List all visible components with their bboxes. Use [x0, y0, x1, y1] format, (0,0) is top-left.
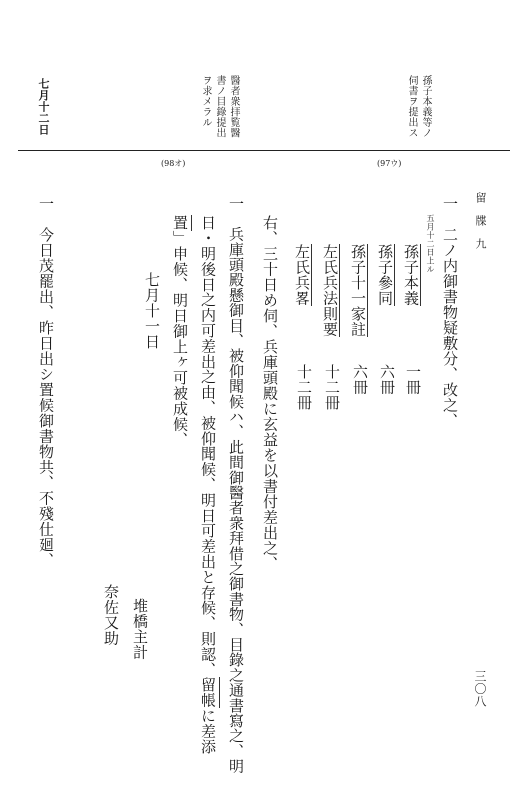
body-line-b-text: 日・明後日之内可差出之由、被仰聞候、明日可差出と存候、則認、 [199, 215, 217, 677]
headnote-1-line-2: 伺書ヲ提出ス [406, 75, 417, 138]
body-line-last: 一 今日茂罷出、昨日出シ置候御書物共、不殘仕廻、 [37, 196, 55, 568]
book-title-2: 孫子參同 [376, 244, 394, 306]
headnote-1-line-1: 孫子本義等ノ [420, 75, 431, 138]
book-count-1: 一冊 [404, 364, 422, 395]
book-title-1: 孫子本義 [402, 244, 420, 306]
book-count-2: 六冊 [378, 364, 396, 395]
date-line: 七月十一日 [143, 272, 161, 350]
body-line-b [200, 215, 215, 754]
book-count-3: 六冊 [351, 364, 369, 395]
body-line-c-text: 」申候、明日御上ヶ可被成候、 [171, 230, 189, 448]
headnote-2-line-3: ヲ求メラル [200, 75, 211, 128]
body-line-b-tail: に差添 [199, 707, 217, 755]
folio-marker-97: (97ウ) [377, 159, 402, 168]
page-number: 三〇八 [473, 670, 487, 708]
book-title-5: 左氏兵畧 [293, 244, 311, 306]
body-line-a: 一 兵庫頭殿懸御目、被仰聞候ハ、此間御醫者衆拜借之御書物、目錄之通書寫之、明 [227, 196, 245, 774]
body-line-c [172, 215, 187, 448]
signature-1: 堆橋主計 [131, 598, 149, 660]
volume-title: 留 牒 九 [474, 192, 487, 250]
headnote-2-line-2: 書ノ目錄提出 [214, 75, 225, 138]
header-rule [18, 150, 510, 151]
body-line-1: 一 二ノ内御書物疑敷分、改之、 [441, 196, 459, 429]
folio-marker-98: (98オ) [161, 159, 186, 168]
book-count-5: 十二冊 [295, 364, 313, 411]
boxed-ryuchou: 留帳 [199, 677, 220, 708]
book-count-4: 十二冊 [323, 364, 341, 411]
book-title-4: 左氏兵法則要 [321, 244, 339, 337]
note-date: 五月十二日上ル [426, 214, 435, 274]
headnote-2-line-1: 醫者衆拝覧醫 [228, 75, 239, 138]
book-title-3: 孫子十一家註 [349, 244, 367, 337]
signature-2: 奈佐又助 [102, 584, 120, 646]
body-line-right: 右、三十日め伺、兵庫頭殿に玄益を以書付差出之、 [261, 215, 279, 572]
date-headnote: 七月十二日 [37, 78, 50, 136]
boxed-oki: 置 [171, 215, 192, 231]
